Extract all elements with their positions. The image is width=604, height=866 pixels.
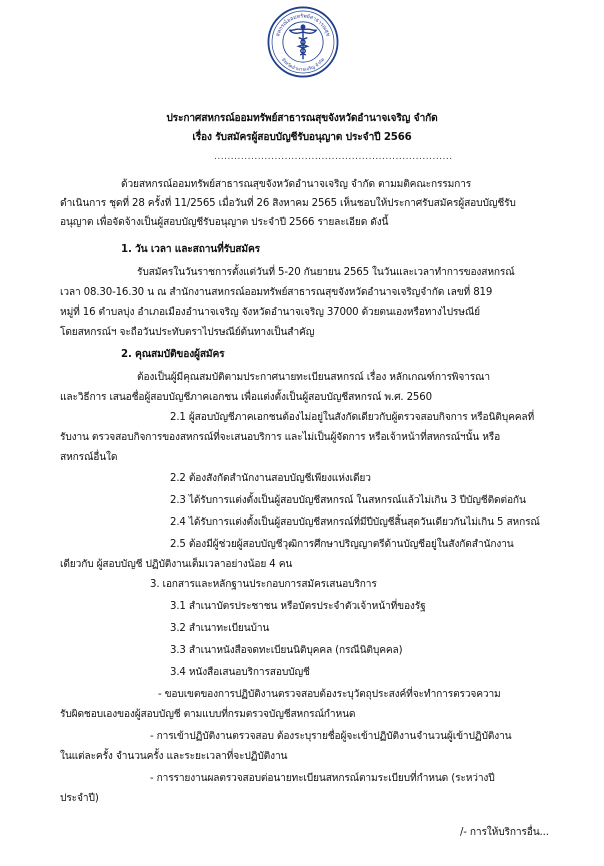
section-1-line: หมู่ที่ 16 ตำบลบุ่ง อำเภอเมืองอำนาจเจริญ จังหวัดอำนาจเจริญ 37000 ด้วยตนเองหรือทางไปรษณีย์ — [60, 307, 480, 318]
intro-line: อนุญาต เพื่อจัดจ้างเป็นผู้สอบบัญชีรับอนุญาต ประจำปี 2566 รายละเอียด ดังนี้ — [60, 217, 389, 228]
caduceus-icon — [289, 25, 316, 59]
section-2-line: 2.3 ได้รับการแต่งตั้งเป็นผู้สอบบัญชีสหกรณ์ ในสหกรณ์แล้วไม่เกิน 3 ปีบัญชีติดต่อกัน — [170, 495, 526, 506]
section-3-line: ในแต่ละครั้ง จำนวนครั้ง และระยะเวลาที่จะปฏิบัติงาน — [60, 751, 288, 762]
section-2-line: 2.5 ต้องมีผู้ช่วยผู้สอบบัญชีวุฒิการศึกษาปริญญาตรีด้านบัญชีอยู่ในสังกัดสำนักงาน — [170, 539, 514, 550]
seal-bottom-text: จังหวัดอำนาจเจริญ จำกัด — [279, 57, 327, 73]
section-2-line: รับงาน ตรวจสอบกิจการของสหกรณ์ที่จะเสนอบริการ และไม่เป็นผู้จัดการ หรือเจ้าหน้าที่สหกรณ์ฯนั้น หรือ — [60, 432, 501, 443]
intro-line: ด้วยสหกรณ์ออมทรัพย์สาธารณสุขจังหวัดอำนาจเจริญ จำกัด ตามมติคณะกรรมการ — [121, 179, 472, 190]
section-3-line: 3.2 สำเนาทะเบียนบ้าน — [170, 623, 270, 634]
seal-top-text: สหกรณ์ออมทรัพย์สาธารณสุข — [275, 13, 331, 38]
section-2-heading: 2. คุณสมบัติของผู้สมัคร — [121, 349, 225, 360]
announcement-subject: เรื่อง รับสมัครผู้สอบบัญชีรับอนุญาต ประจำปี 2566 — [192, 132, 412, 143]
section-2-line: 2.1 ผู้สอบบัญชีภาคเอกชนต้องไม่อยู่ในสังกัดเดียวกับผู้ตรวจสอบกิจการ หรือนิติบุคคลที่ — [170, 412, 535, 423]
separator-dots: ....................................................................... — [214, 152, 453, 162]
section-2-line: ต้องเป็นผู้มีคุณสมบัติตามประกาศนายทะเบียนสหกรณ์ เรื่อง หลักเกณฑ์การพิจารณา — [137, 372, 490, 383]
section-2-line: 2.4 ได้รับการแต่งตั้งเป็นผู้สอบบัญชีสหกรณ์ที่มีปีบัญชีสิ้นสุดวันเดียวกันไม่เกิน 5 สหกรณ์ — [170, 517, 540, 528]
section-2-line: สหกรณ์อื่นใด — [60, 452, 118, 463]
section-3-line: รับผิดชอบเองของผู้สอบบัญชี ตามแบบที่กรมตรวจบัญชีสหกรณ์กำหนด — [60, 709, 356, 720]
section-1-line: โดยสหกรณ์ฯ จะถือวันประทับตราไปรษณีย์ต้นทางเป็นสำคัญ — [60, 327, 315, 338]
section-1-line: เวลา 08.30-16.30 น ณ สำนักงานสหกรณ์ออมทรัพย์สาธารณสุขจังหวัดอำนาจเจริญจำกัด เลขที่ 819 — [60, 287, 493, 298]
cooperative-seal-logo — [267, 6, 339, 78]
section-2-line: 2.2 ต้องสังกัดสำนักงานสอบบัญชีเพียงแห่งเดียว — [170, 473, 371, 484]
intro-line: ดำเนินการ ชุดที่ 28 ครั้งที่ 11/2565 เมื่อวันที่ 26 สิงหาคม 2565 เห็นชอบให้ประกาศรับสมัครผู้สอบบัญชีรับ — [60, 198, 516, 209]
section-1-heading: 1. วัน เวลา และสถานที่รับสมัคร — [121, 244, 260, 255]
continued-marker: /- การให้บริการอื่น... — [460, 827, 549, 838]
section-3-heading: 3. เอกสารและหลักฐานประกอบการสมัครเสนอบริการ — [150, 579, 377, 590]
section-3-line: - การเข้าปฏิบัติงานตรวจสอบ ต้องระบุรายชื่อผู้จะเข้าปฏิบัติงานจำนวนผู้เข้าปฏิบัติงาน — [150, 731, 512, 742]
section-1-line: รับสมัครในวันราชการตั้งแต่วันที่ 5-20 กันยายน 2565 ในวันและเวลาทำการของสหกรณ์ — [137, 267, 515, 278]
section-3-line: 3.3 สำเนาหนังสือจดทะเบียนนิติบุคคล (กรณีนิติบุคคล) — [170, 645, 403, 656]
section-3-line: 3.1 สำเนาบัตรประชาชน หรือบัตรประจำตัวเจ้าหน้าที่ของรัฐ — [170, 601, 426, 612]
section-2-line: และวิธีการ เสนอชื่อผู้สอบบัญชีภาคเอกชน เพื่อแต่งตั้งเป็นผู้สอบบัญชีสหกรณ์ พ.ศ. 2560 — [60, 392, 432, 403]
section-3-line: 3.4 หนังสือเสนอบริการสอบบัญชี — [170, 667, 310, 678]
section-3-line: ประจำปี) — [60, 793, 99, 804]
section-2-line: เดียวกับ ผู้สอบบัญชี ปฏิบัติงานเต็มเวลาอย่างน้อย 4 คน — [60, 559, 293, 570]
section-3-line: - ขอบเขตของการปฏิบัติงานตรวจสอบต้องระบุวัตถุประสงค์ที่จะทำการตรวจความ — [158, 689, 501, 700]
announcement-title: ประกาศสหกรณ์ออมทรัพย์สาธารณสุขจังหวัดอำนาจเจริญ จำกัด — [166, 113, 438, 124]
section-3-line: - การรายงานผลตรวจสอบต่อนายทะเบียนสหกรณ์ตามระเบียบที่กำหนด (ระหว่างปี — [150, 773, 495, 784]
